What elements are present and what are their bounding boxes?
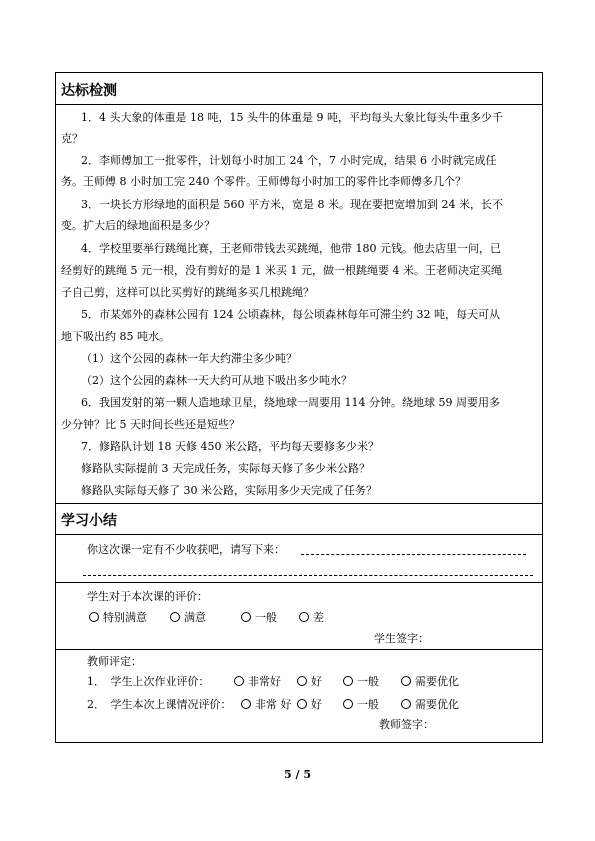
radio-circle-icon [170, 612, 180, 622]
teacher-eval-label: 教师评定： [87, 655, 142, 668]
radio-circle-icon [299, 612, 309, 622]
student-option[interactable] [241, 611, 277, 625]
exercise-line: 1．4 头大象的体重是 18 吨，15 头牛的体重是 9 吨，平均每头大象比每头牛重多少千 [81, 111, 503, 124]
option-label: 非常好 [248, 675, 281, 688]
option-label: 非常 好 [255, 698, 292, 711]
section-title-assessment: 达标检测 [61, 83, 117, 99]
student-signature-label: 学生签字： [374, 632, 429, 645]
option-label: 差 [313, 611, 324, 624]
exercise-line: 修路队实际提前 3 天完成任务，实际每天修了多少米公路？ [81, 462, 370, 475]
exercise-line: （1）这个公园的森林一年大约滞尘多少吨？ [81, 352, 297, 365]
student-option[interactable] [299, 611, 324, 625]
radio-circle-icon [343, 699, 353, 709]
section-header-assessment [56, 73, 542, 105]
section-header-summary [56, 503, 542, 535]
teacher-row2-option[interactable] [297, 698, 322, 712]
student-option[interactable] [89, 611, 147, 625]
radio-circle-icon [343, 676, 353, 686]
radio-circle-icon [241, 699, 251, 709]
worksheet-table [55, 72, 543, 743]
radio-circle-icon [234, 676, 244, 686]
option-label: 一般 [357, 675, 379, 688]
radio-circle-icon [297, 699, 307, 709]
teacher-row2-option[interactable] [401, 698, 459, 712]
exercise-line: 7．修路队计划 18 天修 450 米公路，平均每天要修多少米？ [81, 440, 379, 453]
exercise-line: 6．我国发射的第一颗人造地球卫星，绕地球一周要用 114 分钟。绕地球 59 周要用多 [81, 396, 500, 409]
radio-circle-icon [401, 676, 411, 686]
writing-line[interactable] [83, 575, 533, 576]
divider [56, 649, 542, 650]
exercise-line: 务。王师傅 8 小时加工完 240 个零件。王师傅每小时加工的零件比李师傅多几个？ [61, 175, 466, 188]
section-title-summary: 学习小结 [61, 513, 117, 529]
page-number: 5 / 5 [284, 768, 311, 781]
exercise-line: 变。扩大后的绿地面积是多少？ [61, 219, 215, 232]
exercise-line: 4．学校里要举行跳绳比赛，王老师带钱去买跳绳，他带 180 元钱。他去店里一问，已 [81, 242, 501, 255]
teacher-row2-option[interactable] [343, 698, 379, 712]
exercise-line: 经剪好的跳绳 5 元一根，没有剪好的是 1 米买 1 元，做一根跳绳要 4 米。王老师决定买绳 [61, 264, 502, 277]
teacher-row1-option[interactable] [297, 675, 322, 689]
student-option[interactable] [170, 611, 206, 625]
exercise-line: 3．一块长方形绿地的面积是 560 平方米，宽是 8 米。现在要把宽增加到 24 米，长不 [81, 198, 503, 211]
exercise-line: 子自己剪，这样可以比买剪好的跳绳多买几根跳绳？ [61, 286, 314, 299]
radio-circle-icon [297, 676, 307, 686]
teacher-row2-option[interactable] [241, 698, 292, 712]
teacher-row1-option[interactable] [343, 675, 379, 689]
option-label: 好 [311, 698, 322, 711]
option-label: 好 [311, 675, 322, 688]
radio-circle-icon [89, 612, 99, 622]
teacher-row1-option[interactable] [234, 675, 281, 689]
exercise-line: 克？ [61, 132, 83, 145]
summary-prompt: 你这次课一定有不少收获吧，请写下来： [87, 543, 285, 556]
radio-circle-icon [401, 699, 411, 709]
exercise-line: 少分钟？比 5 天时间长些还是短些？ [61, 418, 240, 431]
teacher-row2-label: 2． 学生本次上课情况评价： [87, 698, 232, 711]
exercise-line: 修路队实际每天修了 30 米公路，实际用多少天完成了任务？ [81, 484, 377, 497]
writing-line[interactable] [301, 554, 526, 555]
option-label: 满意 [184, 611, 206, 624]
divider [56, 582, 542, 583]
option-label: 特别满意 [103, 611, 147, 624]
option-label: 一般 [357, 698, 379, 711]
exercise-line: 地下吸出约 85 吨水。 [61, 330, 170, 343]
option-label: 需要优化 [415, 698, 459, 711]
teacher-row1-label: 1． 学生上次作业评价： [87, 675, 210, 688]
teacher-row1-option[interactable] [401, 675, 459, 689]
radio-circle-icon [241, 612, 251, 622]
option-label: 一般 [255, 611, 277, 624]
exercise-line: 5．市某郊外的森林公园有 124 公顷森林，每公顷森林每年可滞尘约 32 吨，每天可从 [81, 308, 500, 321]
exercise-line: 2．李师傅加工一批零件，计划每小时加工 24 个，7 小时完成，结果 6 小时就完成任 [81, 154, 497, 167]
student-eval-label: 学生对于本次课的评价： [87, 590, 208, 603]
option-label: 需要优化 [415, 675, 459, 688]
teacher-signature-label: 教师签字： [379, 718, 434, 731]
exercise-line: （2）这个公园的森林一天大约可从地下吸出多少吨水？ [81, 374, 352, 387]
